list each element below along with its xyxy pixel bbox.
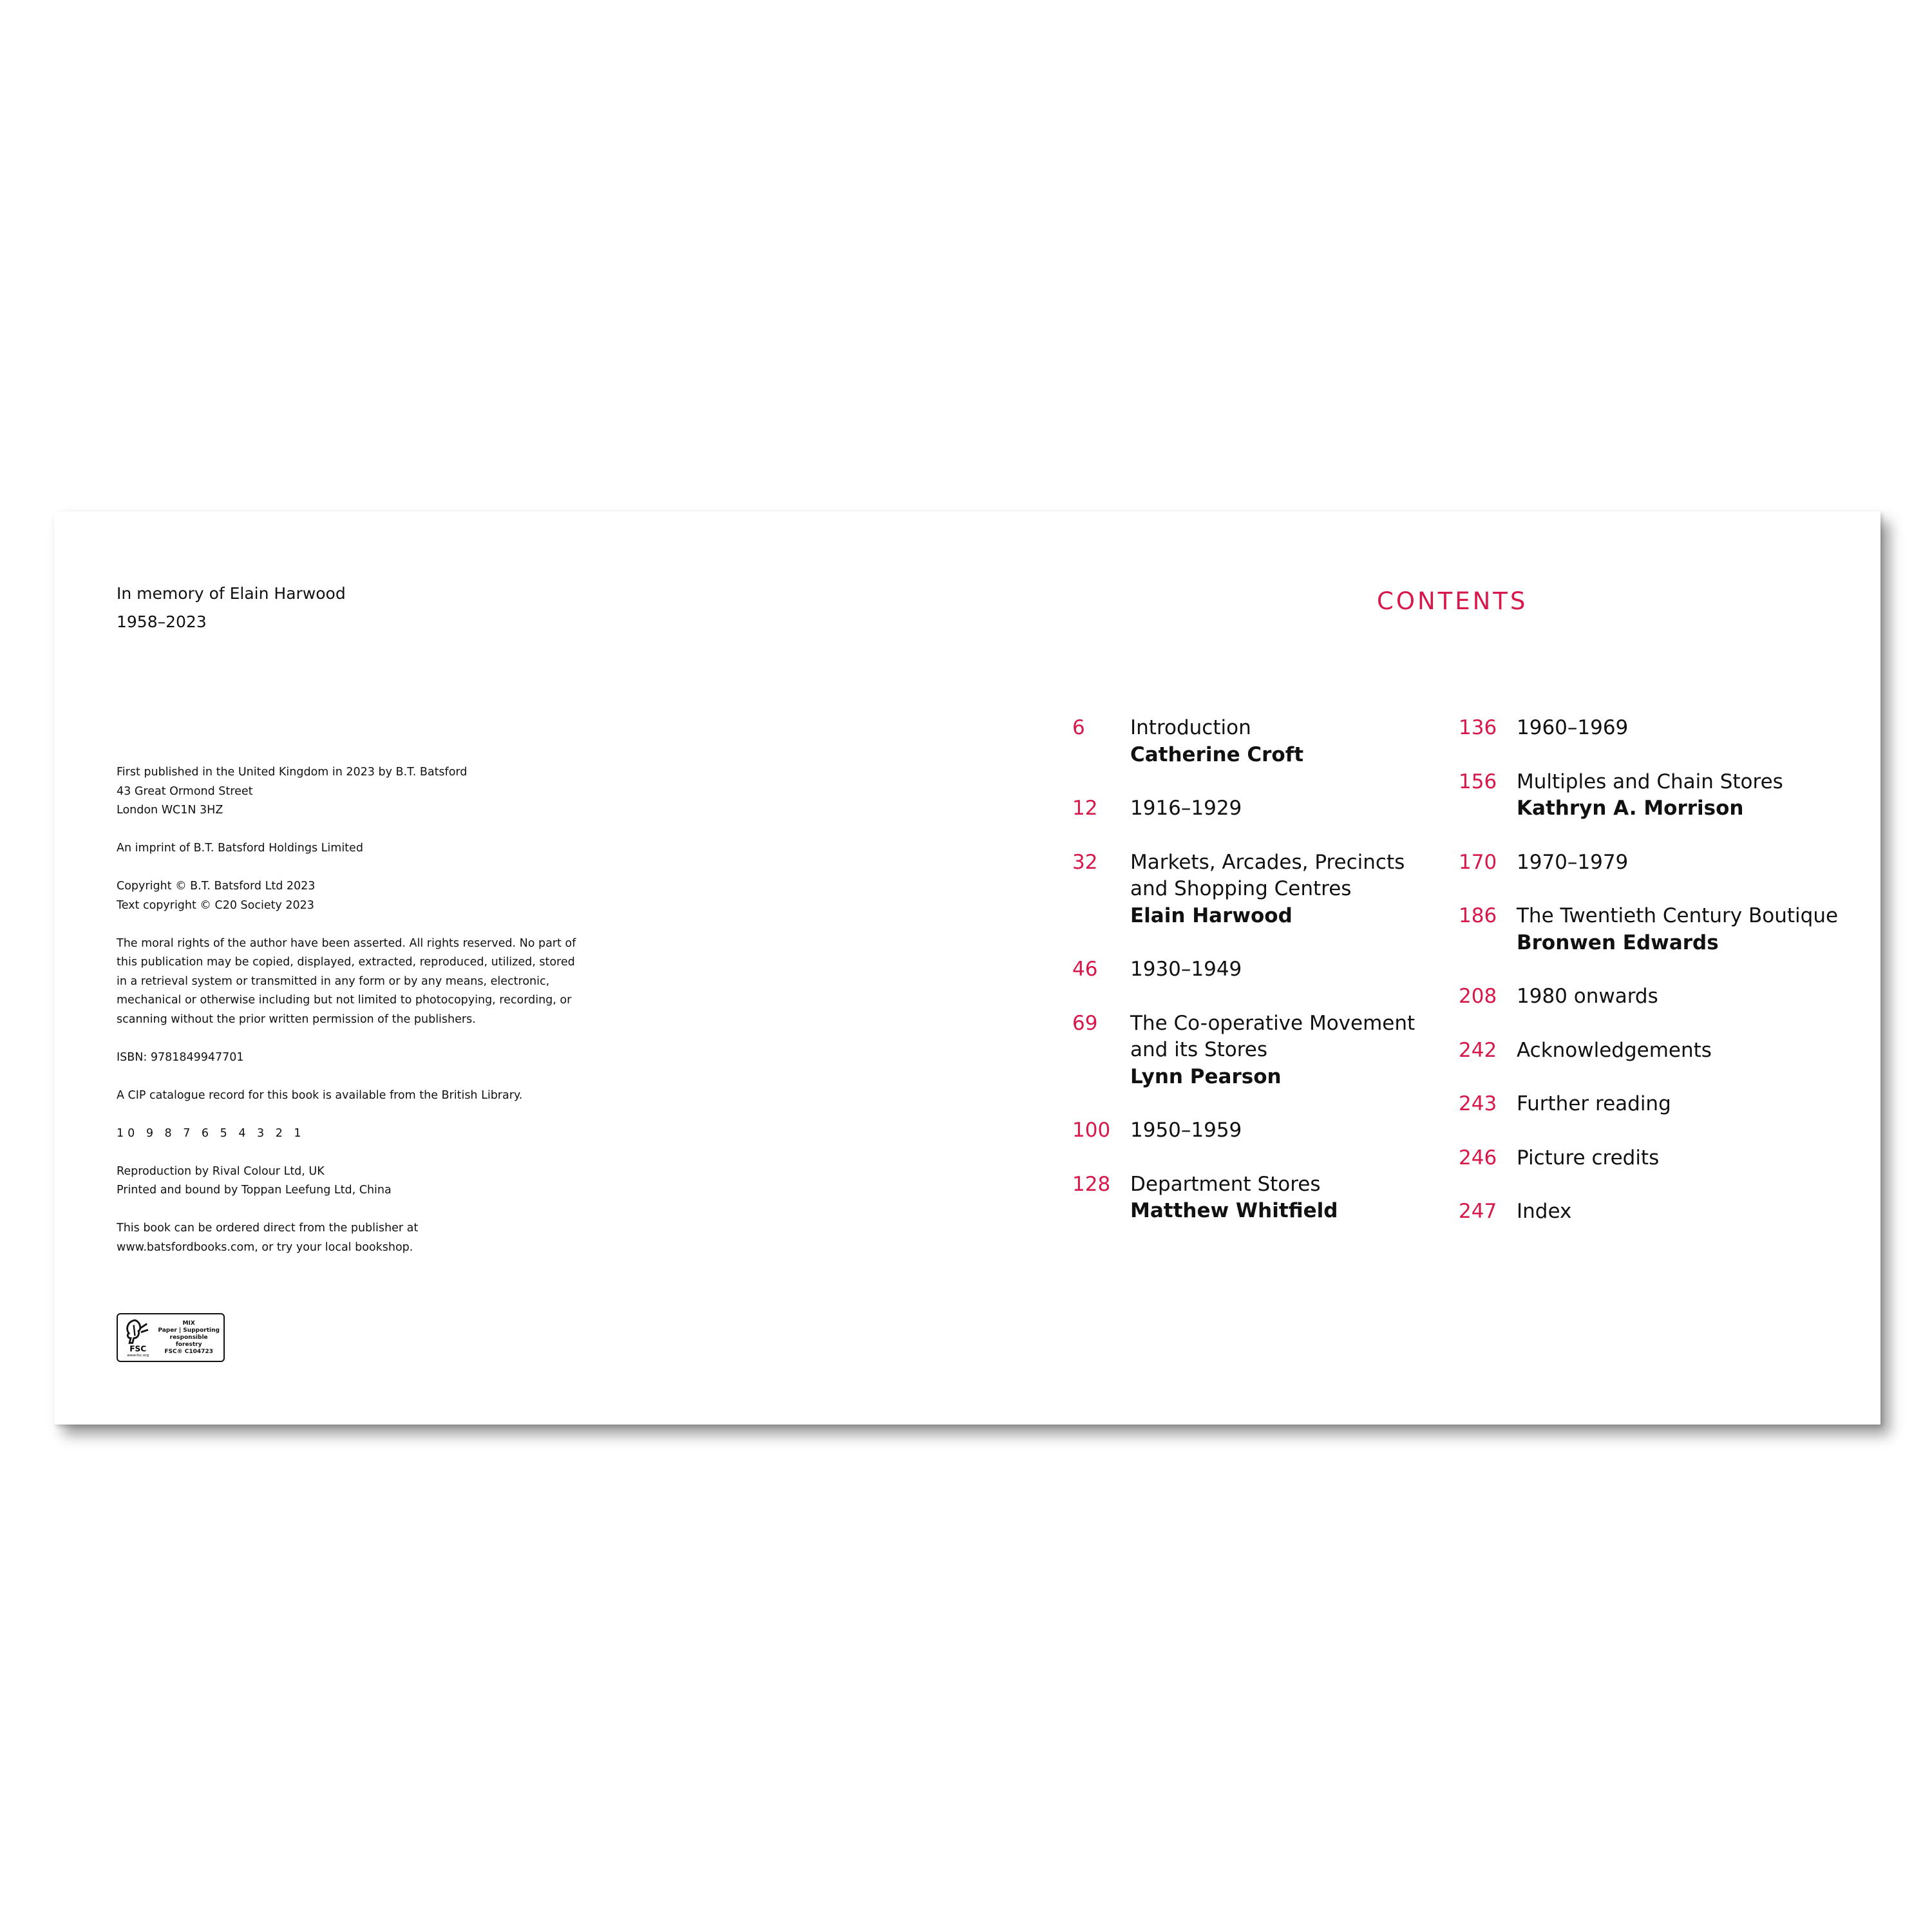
- fsc-desc-2: responsible forestry: [169, 1334, 208, 1348]
- toc-page-number: 69: [1072, 1011, 1098, 1035]
- toc-entry-text: [1517, 769, 1783, 822]
- toc-page-number: 100: [1072, 1119, 1111, 1142]
- toc-entry-text: [1130, 1010, 1415, 1091]
- imprint-block: [117, 1219, 619, 1257]
- imprint-line: scanning without the prior written permission of the publishers.: [117, 1012, 476, 1026]
- imprint-line: This book can be ordered direct from the publisher at: [117, 1222, 419, 1235]
- toc-page-number: 156: [1459, 770, 1497, 793]
- imprint-line: Printed and bound by Toppan Leefung Ltd, China: [117, 1184, 392, 1197]
- fsc-tree-icon: [122, 1316, 154, 1359]
- toc-title-line: 1916–1929: [1130, 797, 1242, 820]
- toc-title-line: 1960–1969: [1517, 716, 1629, 739]
- fsc-mark: FSC: [129, 1344, 147, 1354]
- imprint-line: in a retrieval system or transmitted in any form or by any means, electronic,: [117, 974, 550, 988]
- fsc-label-block: [158, 1320, 220, 1356]
- toc-entry-text: [1130, 795, 1242, 822]
- toc-page-number: 32: [1072, 850, 1098, 874]
- toc-page-number: 12: [1072, 797, 1098, 820]
- imprint-block: [117, 877, 619, 915]
- toc-entry-text: [1517, 983, 1658, 1010]
- toc-entry-text: [1130, 849, 1405, 930]
- toc-entry-text: [1517, 1145, 1659, 1172]
- dedication-dates: 1958–2023: [117, 612, 207, 631]
- toc-entry-text: [1130, 1171, 1338, 1225]
- book-spread: [54, 511, 1880, 1425]
- toc-author: Bronwen Edwards: [1517, 931, 1719, 954]
- toc-title-line: Markets, Arcades, Precincts: [1130, 850, 1405, 874]
- toc-entry-text: [1517, 1091, 1671, 1118]
- toc-page-number: 243: [1459, 1092, 1497, 1115]
- imprint-line: 43 Great Ormond Street: [117, 784, 253, 798]
- toc-page-number: 246: [1459, 1146, 1497, 1170]
- imprint-line: ISBN: 9781849947701: [117, 1050, 244, 1064]
- imprint-line: Text copyright © C20 Society 2023: [117, 898, 314, 912]
- imprint-line: A CIP catalogue record for this book is available from the British Library.: [117, 1088, 523, 1102]
- imprint-block: [117, 1048, 619, 1068]
- fsc-site: www.fsc.org: [127, 1353, 149, 1358]
- toc-title-line: Multiples and Chain Stores: [1517, 770, 1783, 793]
- imprint-page-text: [117, 763, 619, 1276]
- toc-entry-text: [1130, 956, 1242, 983]
- toc-title-line: Acknowledgements: [1517, 1038, 1712, 1062]
- imprint-line: this publication may be copied, displayed, extracted, reproduced, utilized, stored: [117, 956, 575, 969]
- toc-page-number: 242: [1459, 1038, 1497, 1062]
- toc-title-line: Further reading: [1517, 1092, 1671, 1115]
- toc-entry-text: [1517, 849, 1628, 876]
- toc-author: Elain Harwood: [1130, 904, 1293, 927]
- imprint-line: An imprint of B.T. Batsford Holdings Limited: [117, 842, 363, 855]
- imprint-line: www.batsfordbooks.com, or try your local bookshop.: [117, 1240, 413, 1254]
- toc-page-number: 136: [1459, 716, 1497, 739]
- toc-title-line: 1980 onwards: [1517, 985, 1658, 1008]
- imprint-block: [117, 763, 619, 820]
- toc-page-number: 208: [1459, 985, 1497, 1008]
- fsc-logo: [117, 1313, 225, 1362]
- contents-title: CONTENTS: [1377, 587, 1528, 615]
- toc-entry-text: [1130, 1117, 1242, 1144]
- imprint-block: [117, 1162, 619, 1200]
- fsc-code: FSC® C104723: [164, 1348, 213, 1355]
- toc-entry-text: [1517, 1198, 1571, 1226]
- imprint-block: [117, 839, 619, 858]
- toc-author: Catherine Croft: [1130, 743, 1304, 766]
- toc-page-number: 46: [1072, 958, 1098, 981]
- toc-author: Matthew Whitfield: [1130, 1199, 1338, 1222]
- toc-title-line: and its Stores: [1130, 1038, 1268, 1061]
- toc-title-line: The Twentieth Century Boutique: [1517, 904, 1839, 927]
- toc-title-line: Department Stores: [1130, 1172, 1321, 1196]
- toc-page-number: 128: [1072, 1172, 1111, 1196]
- imprint-line: First published in the United Kingdom in 2023 by B.T. Batsford: [117, 766, 468, 779]
- toc-title-line: The Co-operative Movement: [1130, 1011, 1416, 1035]
- toc-entry-text: [1130, 715, 1303, 768]
- toc-entry-text: [1517, 1037, 1712, 1065]
- toc-title-line: 1950–1959: [1130, 1119, 1242, 1142]
- imprint-line: 10 9 8 7 6 5 4 3 2 1: [117, 1126, 305, 1140]
- imprint-line: London WC1N 3HZ: [117, 804, 223, 817]
- toc-title-line: 1930–1949: [1130, 958, 1242, 981]
- imprint-block: [117, 934, 619, 1030]
- imprint-line: Reproduction by Rival Colour Ltd, UK: [117, 1164, 325, 1178]
- toc-title-line: 1970–1979: [1517, 850, 1629, 874]
- toc-title-line: Picture credits: [1517, 1146, 1660, 1170]
- imprint-line: mechanical or otherwise including but not limited to photocopying, recording, or: [117, 994, 572, 1007]
- toc-entry-text: [1517, 715, 1628, 742]
- imprint-block: [117, 1124, 619, 1144]
- dedication-name: In memory of Elain Harwood: [117, 584, 346, 603]
- toc-author: Lynn Pearson: [1130, 1065, 1282, 1088]
- fsc-desc-1: Paper | Supporting: [158, 1327, 220, 1334]
- toc-page-number: 247: [1459, 1200, 1497, 1223]
- toc-title-line: Index: [1517, 1200, 1572, 1223]
- imprint-line: Copyright © B.T. Batsford Ltd 2023: [117, 880, 316, 893]
- toc-page-number: 6: [1072, 716, 1085, 739]
- toc-page-number: 170: [1459, 850, 1497, 874]
- toc-entry-text: [1517, 903, 1838, 956]
- imprint-block: [117, 1086, 619, 1106]
- toc-author: Kathryn A. Morrison: [1517, 797, 1744, 820]
- toc-title-line: and Shopping Centres: [1130, 877, 1352, 900]
- imprint-line: The moral rights of the author have been asserted. All rights reserved. No part of: [117, 936, 576, 950]
- dedication: [117, 580, 346, 636]
- toc-title-line: Introduction: [1130, 716, 1251, 739]
- toc-page-number: 186: [1459, 904, 1497, 927]
- fsc-mix-label: MIX: [182, 1320, 195, 1327]
